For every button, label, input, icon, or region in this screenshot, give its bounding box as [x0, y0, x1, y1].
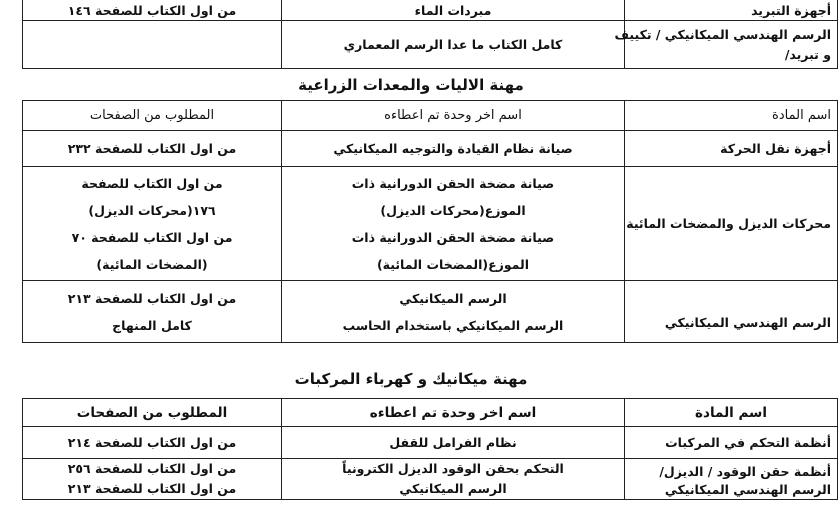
unit-cell: صيانة نظام القيادة والتوجيه الميكانيكي [282, 131, 625, 167]
unit-cell [282, 281, 625, 343]
unit-cell: مبردات الماء [282, 0, 625, 21]
pages-cell [23, 459, 282, 500]
unit-line: الرسم الميكانيكي باستخدام الحاسب [342, 317, 564, 333]
table-row [23, 131, 838, 167]
subject-cell: محركات الديزل والمضخات المائية [625, 167, 838, 281]
unit-cell [282, 167, 625, 281]
section-title: مهنة ميكانيك و كهرباء المركبات [294, 370, 528, 388]
pages-line: ١٧٦(محركات الديزل) [88, 202, 216, 218]
table-row [23, 167, 838, 281]
table-header-row [23, 101, 838, 131]
table-header-row [23, 399, 838, 427]
section2-table [22, 398, 838, 500]
unit-line: الموزع(المضخات المائية) [376, 256, 530, 272]
table-row [23, 281, 838, 343]
unit-cell: كامل الكتاب ما عدا الرسم المعماري [282, 21, 625, 69]
unit-line: الموزع(محركات الديزل) [380, 202, 526, 218]
table-row [23, 21, 838, 69]
subject-cell: أجهزة نقل الحركة [625, 131, 838, 167]
header-pages: المطلوب من الصفحات [23, 101, 282, 131]
pages-cell: من اول الكتاب للصفحة ١٤٦ [23, 0, 282, 21]
subject-line: أنظمة حقن الوقود / الديزل/ [659, 464, 831, 479]
table-row [23, 427, 838, 459]
top-table [22, 0, 838, 69]
pages-cell: من اول الكتاب للصفحة ٢٣٢ [23, 131, 282, 167]
pages-cell [23, 21, 282, 69]
subject-cell [625, 459, 838, 500]
pages-cell: من اول الكتاب للصفحة ٢١٤ [23, 427, 282, 459]
pages-line: من اول الكتاب للصفحة ٧٠ [71, 229, 233, 245]
unit-line: الرسم الميكانيكي [399, 290, 507, 306]
subject-line: الرسم الهندسي الميكانيكي [664, 482, 831, 497]
unit-cell: نظام الفرامل للقفل [282, 427, 625, 459]
subject-line: الرسم الهندسي الميكانيكي / تكييف [614, 26, 831, 42]
pages-line: (المضخات المائية) [96, 256, 208, 272]
header-subject: اسم المادة [625, 399, 838, 427]
subject-line: و تبريد/ [784, 46, 831, 62]
subject-cell [614, 21, 838, 69]
header-subject: اسم المادة [625, 101, 838, 131]
pages-line: من اول الكتاب للصفحة [81, 175, 223, 191]
unit-line: صيانة مضخة الحقن الدورانية ذات [351, 175, 555, 191]
pages-line: من اول الكتاب للصفحة ٢٥٦ [67, 461, 237, 476]
pages-line: من اول الكتاب للصفحة ٢١٣ [67, 481, 237, 496]
section1-table [22, 100, 838, 343]
section-title: مهنة الاليات والمعدات الزراعية [298, 76, 524, 94]
subject-cell: أجهزة التبريد [625, 0, 838, 21]
subject-cell: أنظمة التحكم في المركبات [625, 427, 838, 459]
header-pages: المطلوب من الصفحات [23, 399, 282, 427]
table-row [23, 0, 838, 21]
pages-cell [23, 167, 282, 281]
unit-line: التحكم بحقن الوقود الديزل الكترونياً [342, 461, 564, 476]
pages-line: من اول الكتاب للصفحة ٢١٣ [67, 290, 237, 306]
unit-cell [282, 459, 625, 500]
unit-line: صيانة مضخة الحقن الدورانية ذات [351, 229, 555, 245]
header-unit: اسم اخر وحدة تم اعطاءه [282, 399, 625, 427]
subject-cell: الرسم الهندسي الميكانيكي [625, 281, 838, 343]
pages-cell [23, 281, 282, 343]
table-row [23, 459, 838, 500]
unit-line: الرسم الميكانيكي [399, 481, 507, 496]
header-unit: اسم اخر وحدة تم اعطاءه [282, 101, 625, 131]
pages-line: كامل المنهاج [112, 317, 192, 333]
